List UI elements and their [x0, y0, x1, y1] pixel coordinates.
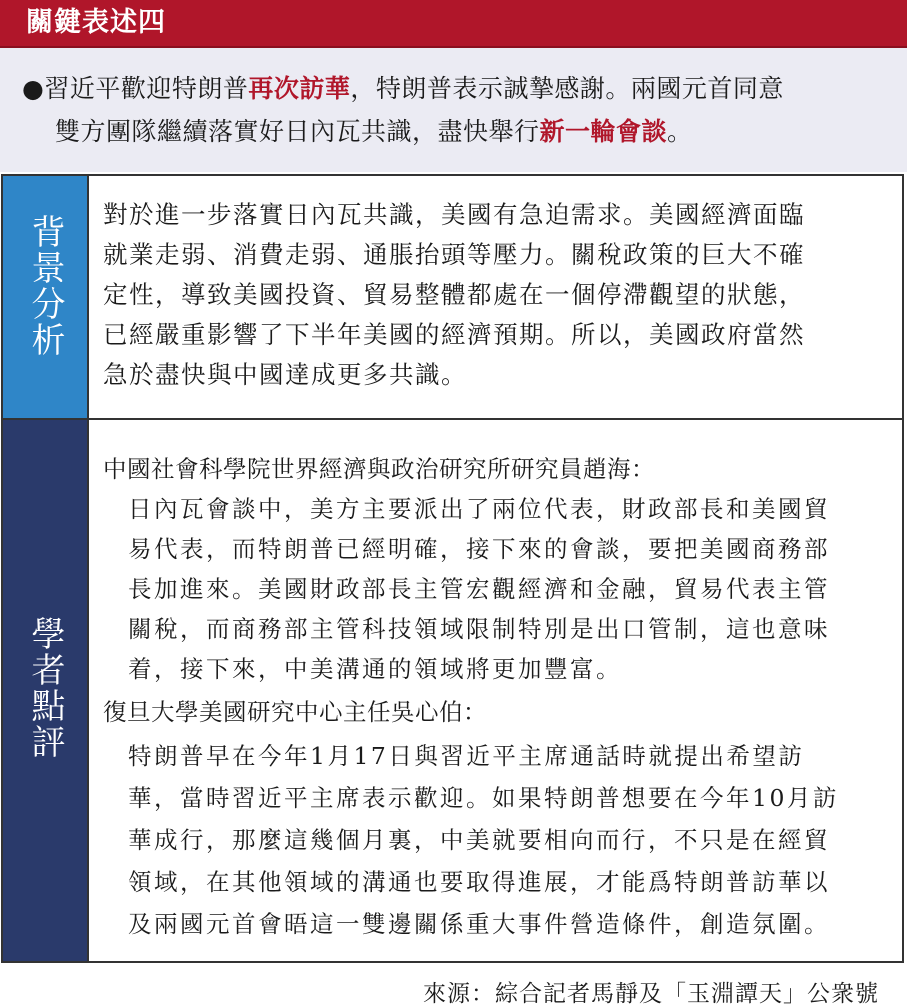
key-text: ，特朗普表示誠摯感謝。兩國元首同意	[350, 74, 784, 103]
scholar-1-quote-line: 長加進來。美國財政部長主管宏觀經濟和金融，貿易代表主管	[128, 575, 830, 603]
key-text: 習近平歡迎特朗普	[44, 74, 249, 103]
key-highlight-new-round: 新一輪會談	[539, 117, 668, 146]
scholar-2-quote-line: 華，當時習近平主席表示歡迎。如果特朗普想要在今年10月訪	[128, 784, 839, 812]
scholar-1-quote-line: 着，接下來，中美溝通的領域將更加豐富。	[128, 655, 622, 683]
scholar-2-name: 復旦大學美國研究中心主任吳心伯：	[103, 698, 487, 726]
scholar-2-quote-line: 華成行，那麼這幾個月裏，中美就要相向而行，不只是在經貿	[128, 826, 830, 854]
scholar-2-quote-line: 及兩國元首會晤這一雙邊關係重大事件營造條件，創造氛圍。	[128, 910, 830, 938]
scholar-1-quote-line: 關稅，而商務部主管科技領域限制特別是出口管制，這也意味	[128, 615, 830, 643]
background-label: 背景分析	[25, 214, 65, 358]
scholar-2-quote-line: 領域，在其他領域的溝通也要取得進展，才能爲特朗普訪華以	[128, 868, 830, 896]
background-line: 就業走弱、消費走弱、通脹抬頭等壓力。關稅政策的巨大不確	[103, 240, 805, 269]
scholar-1-quote-line: 易代表，而特朗普已經明確，接下來的會談，要把美國商務部	[128, 535, 830, 563]
scholars-label: 學者點評	[25, 616, 65, 760]
scholar-1-quote-line: 日內瓦會談中，美方主要派出了兩位代表，財政部長和美國貿	[128, 495, 830, 523]
bullet-icon: ●	[22, 74, 45, 103]
header-bar	[0, 0, 907, 48]
header-title: 關鍵表述四	[26, 7, 166, 38]
background-line: 定性，導致美國投資、貿易整體都處在一個停滯觀望的狀態，	[103, 280, 805, 309]
scholar-2-quote-line: 特朗普早在今年1月17日與習近平主席通話時就提出希望訪	[128, 742, 805, 770]
key-text: 雙方團隊繼續落實好日內瓦共識，盡快舉行	[55, 117, 540, 146]
background-label-panel	[3, 176, 89, 418]
source-credit: 來源：綜合記者馬靜及「玉淵譚天」公衆號	[423, 981, 879, 1007]
key-highlight-revisit: 再次訪華	[248, 74, 351, 103]
key-text: 。	[667, 117, 693, 146]
background-line: 已經嚴重影響了下半年美國的經濟預期。所以，美國政府當然	[103, 320, 805, 349]
background-line: 急於盡快與中國達成更多共識。	[103, 360, 467, 389]
key-statement-box	[0, 48, 907, 172]
scholars-label-panel	[3, 420, 89, 961]
key-statement-line-1	[22, 72, 784, 106]
key-statement-line-2	[55, 115, 693, 149]
background-line: 對於進一步落實日內瓦共識，美國有急迫需求。美國經濟面臨	[103, 200, 805, 229]
scholar-1-name: 中國社會科學院世界經濟與政治研究所研究員趙海：	[103, 455, 655, 483]
